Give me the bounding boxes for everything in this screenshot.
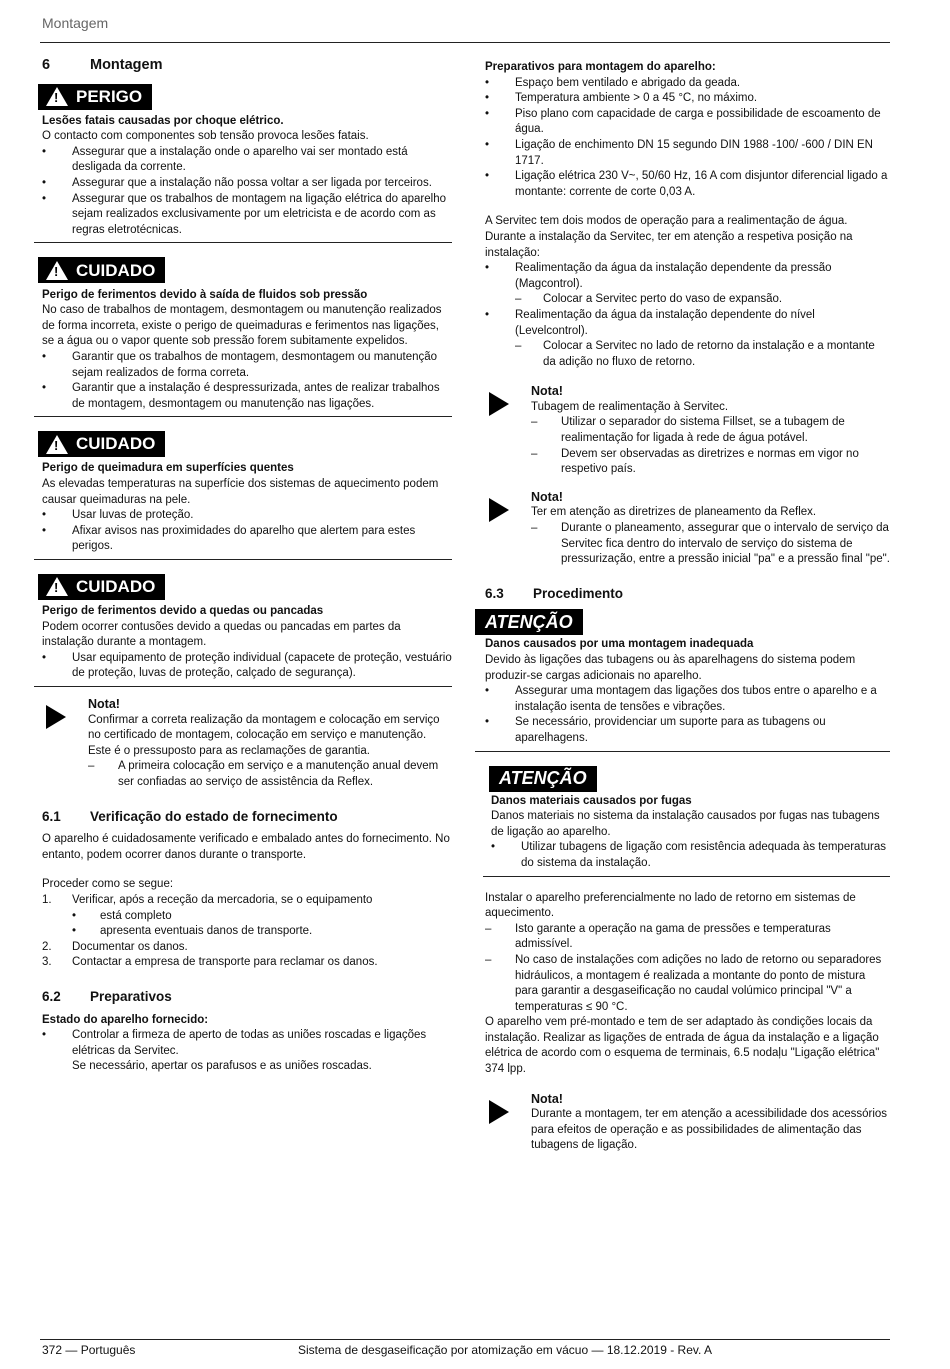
caution-box [34,257,452,417]
list-item: • Ligação elétrica 230 V~, 50/60 Hz, 16 A com disjuntor diferencial ligado a montante: corrente de corte 0,03 A. [485,169,890,200]
mode-list [485,261,890,292]
footer-divider [40,1339,890,1340]
attention-box [475,609,890,751]
section-title: Montagem [90,57,163,73]
warning-title: Danos causados por uma montagem inadequada [485,638,754,651]
note-text: Durante a montagem, ter em atenção a acessibilidade dos acessórios para efeitos de operação e as possibilidades de alimentação das tubagens de ligação. [531,1108,888,1152]
list-item-extra: Se necessário, apertar os parafusos e as uniões roscadas. [72,1060,372,1073]
section-number: 6.2 [42,988,61,1004]
warning-text: O contacto com componentes sob tensão provoca lesões fatais. [42,130,369,143]
danger-badge [38,84,152,110]
section-6-heading [42,58,452,74]
note-list [531,521,890,568]
warning-triangle-icon [46,435,68,454]
paragraph: Proceder como se segue: [42,878,174,891]
list-item: • Garantir que os trabalhos de montagem, desmontagem ou manutenção sejam realizados de forma correta. [42,350,452,381]
danger-box [34,84,452,244]
list-item: • apresenta eventuais danos de transporte. [72,924,452,940]
list-item: • está completo [72,909,452,925]
list-item: • Assegurar que a instalação não possa voltar a ser ligada por terceiros. [42,176,452,192]
warning-text: No caso de trabalhos de montagem, desmontagem ou manutenção realizados de forma incorreta, existe o perigo de queimaduras e ferimentos nas ligações, se a água ou o vapor quente sob pressão forem subitamente expelidos. [42,304,442,348]
section-number: 6 [42,57,51,73]
list-item: – Utilizar o separador do sistema Fillset, se a tubagem de realimentação for ligada à rede de água potável. [531,415,890,446]
section-6-3-heading [485,586,890,602]
warning-list [42,350,452,412]
section-title: Preparativos [90,988,172,1004]
steps-list [42,940,452,971]
caution-box [34,574,452,687]
note-title: Nota! [88,697,120,711]
paragraph: O aparelho vem pré-montado e tem de ser adaptado às condições locais da instalação. Realizar as ligações de entrada de água da instalação e a ligação elétrica de acordo com o esquema de terminais, 6.5 nodaļu "Ligação elétrica" 374 lpp. [485,1016,880,1076]
section-title: Verificação do estado de fornecimento [90,808,338,824]
warning-title: Perigo de ferimentos devido à saída de fluidos sob pressão [42,288,368,301]
header-divider [40,42,890,43]
note-list [88,759,452,790]
note-arrow-icon [489,498,509,522]
warning-triangle-icon [46,577,68,596]
list-item: • Garantir que a instalação é despressurizada, antes de realizar trabalhos de montagem, desmontagem ou manutenção nas ligações. [42,381,452,412]
badge-label: ATENÇÃO [499,767,587,788]
warning-list [42,145,452,239]
install-list [485,922,890,1016]
list-item [42,1028,452,1075]
badge-label: PERIGO [76,86,143,106]
note-text: Tubagem de realimentação à Servitec. [531,400,729,413]
caution-badge [38,574,165,600]
section-number: 6.3 [485,585,504,601]
list-item: • Temperatura ambiente > 0 a 45 °C, no máximo. [485,91,890,107]
note-arrow-icon [489,1100,509,1124]
steps-list [42,893,452,909]
warning-title: Perigo de queimadura em superfícies quentes [42,462,294,475]
list-item: • Realimentação da água da instalação dependente do nível (Levelcontrol). [485,308,890,339]
warning-list [491,840,890,871]
list-item: • Se necessário, providenciar um suporte para as tubagens ou aparelhagens. [485,715,890,746]
badge-label: CUIDADO [76,260,156,280]
note-arrow-icon [489,392,509,416]
sub-list [485,292,890,308]
right-column [485,60,890,1154]
list-item: – Colocar a Servitec perto do vaso de expansão. [515,292,890,308]
step-item: 1. Verificar, após a receção da mercadoria, se o equipamento [42,893,452,909]
list-item: • Usar luvas de proteção. [42,508,452,524]
list-item: – Colocar a Servitec no lado de retorno da instalação e a montante da adição no fluxo de retorno. [515,339,890,370]
list-item: • Usar equipamento de proteção individual (capacete de proteção, vestuário de proteção, luvas de proteção, calçado de segurança). [42,651,452,682]
mode-list [485,308,890,339]
note-arrow-icon [46,705,66,729]
warning-title: Lesões fatais causadas por choque elétrico. [42,114,284,127]
list-item: • Realimentação da água da instalação dependente da pressão (Magcontrol). [485,261,890,292]
section-number: 6.1 [42,808,61,824]
warning-title: Danos materiais causados por fugas [491,794,692,807]
sub-list [485,339,890,370]
warning-text: Podem ocorrer contusões devido a quedas ou pancadas em partes da instalação durante a montagem. [42,620,401,649]
caution-box [34,431,452,560]
left-column [42,58,452,1075]
note-text: Ter em atenção as diretrizes de planeamento da Reflex. [531,506,817,519]
page-number: 372 — Português [42,1343,136,1357]
warning-title: Perigo de ferimentos devido a quedas ou pancadas [42,605,324,618]
list-item: – No caso de instalações com adições no lado de retorno ou separadores hidráulicos, a montagem é realizada a montante do ponto de mistura para garantir a desgaseificação no caudal volúmico principal "V" a temperaturas ≤ 90 °C. [485,953,890,1015]
list-item: • Piso plano com capacidade de carga e possibilidade de escoamento de água. [485,107,890,138]
list-item: • Ligação de enchimento DN 15 segundo DIN 1988 -100/ -600 / DIN EN 1717. [485,138,890,169]
list-item: – A primeira colocação em serviço e a manutenção anual devem ser confiadas ao serviço de assistência da Reflex. [88,759,452,790]
note-title: Nota! [531,1091,563,1106]
badge-label: CUIDADO [76,434,156,454]
note-title: Nota! [531,489,563,504]
badge-label: ATENÇÃO [485,611,573,632]
warning-text: Devido às ligações das tubagens ou às aparelhagens do sistema podem produzir-se cargas adicionais no aparelho. [485,654,856,682]
step-item: 3. Contactar a empresa de transporte para reclamar os danos. [42,955,452,971]
warning-list [485,684,890,746]
prep-list [485,76,890,201]
running-header: Montagem [42,15,109,31]
attention-box [483,766,890,877]
subheading: Estado do aparelho fornecido: [42,1013,209,1026]
section-6-2-heading [42,989,452,1005]
list-item: – Isto garante a operação na gama de pressões e temperaturas admissível. [485,922,890,953]
list-item: • Espaço bem ventilado e abrigado da geada. [485,76,890,92]
step-item: 2. Documentar os danos. [42,940,452,956]
list-item: • Assegurar que os trabalhos de montagem na ligação elétrica do aparelho sejam realizados exclusivamente por um eletricista e de acordo com as regras eletrotécnicas. [42,192,452,239]
subheading: Preparativos para montagem do aparelho: [485,61,716,73]
prep-list [42,1028,452,1075]
note-list [531,415,890,477]
warning-list [42,651,452,682]
caution-badge [38,431,165,457]
section-title: Procedimento [533,585,624,601]
list-item-text: Controlar a firmeza de aperto de todas as uniões roscadas e ligações elétricas da Servitec. [72,1029,427,1057]
warning-list [42,508,452,555]
paragraph: Instalar o aparelho preferencialmente no lado de retorno em sistemas de aquecimento. [485,891,856,920]
paragraph: O aparelho é cuidadosamente verificado e embalado antes do fornecimento. No entanto, podem ocorrer danos durante o transporte. [42,833,450,861]
attention-badge [489,766,597,792]
note-block [42,697,452,791]
note-block [485,490,890,568]
substeps-list [42,909,452,940]
list-item: • Utilizar tubagens de ligação com resistência adequada às temperaturas do sistema da instalação. [491,840,890,871]
section-6-1-heading [42,809,452,825]
warning-text: Danos materiais no sistema da instalação causados por fugas nas tubagens de ligação ao aparelho. [491,810,880,838]
attention-badge [475,609,583,635]
warning-triangle-icon [46,87,68,106]
note-block [485,384,890,478]
badge-label: CUIDADO [76,577,156,597]
paragraph: A Servitec tem dois modos de operação para a realimentação de água. Durante a instalação da Servitec, ter em atenção a respetiva posição na instalação: [485,215,853,259]
warning-triangle-icon [46,261,68,280]
note-title: Nota! [531,384,563,399]
list-item: • Assegurar uma montagem das ligações dos tubos entre o aparelho e a instalação isenta de tensões e vibrações. [485,684,890,715]
footer-title: Sistema de desgaseificação por atomização em vácuo — 18.12.2019 - Rev. A [298,1343,713,1357]
note-block [485,1092,890,1154]
warning-text: As elevadas temperaturas na superfície dos sistemas de aquecimento podem causar queimaduras na pele. [42,477,439,506]
list-item: – Devem ser observadas as diretrizes e normas em vigor no respetivo país. [531,447,890,478]
caution-badge [38,257,165,283]
list-item: • Afixar avisos nas proximidades do aparelho que alertem para estes perigos. [42,524,452,555]
list-item: – Durante o planeamento, assegurar que o intervalo de serviço da Servitec fica dentro do intervalo de serviço do sistema de pressurização, entre a pressão inicial "pa" e a pressão final "pe". [531,521,890,568]
list-item: • Assegurar que a instalação onde o aparelho vai ser montado está desligada da corrente. [42,145,452,176]
note-text: Confirmar a correta realização da montagem e colocação em serviço no certificado de montagem, colocação em serviço e manutenção. Este é o pressuposto para as reclamações de garantia. [88,713,440,757]
